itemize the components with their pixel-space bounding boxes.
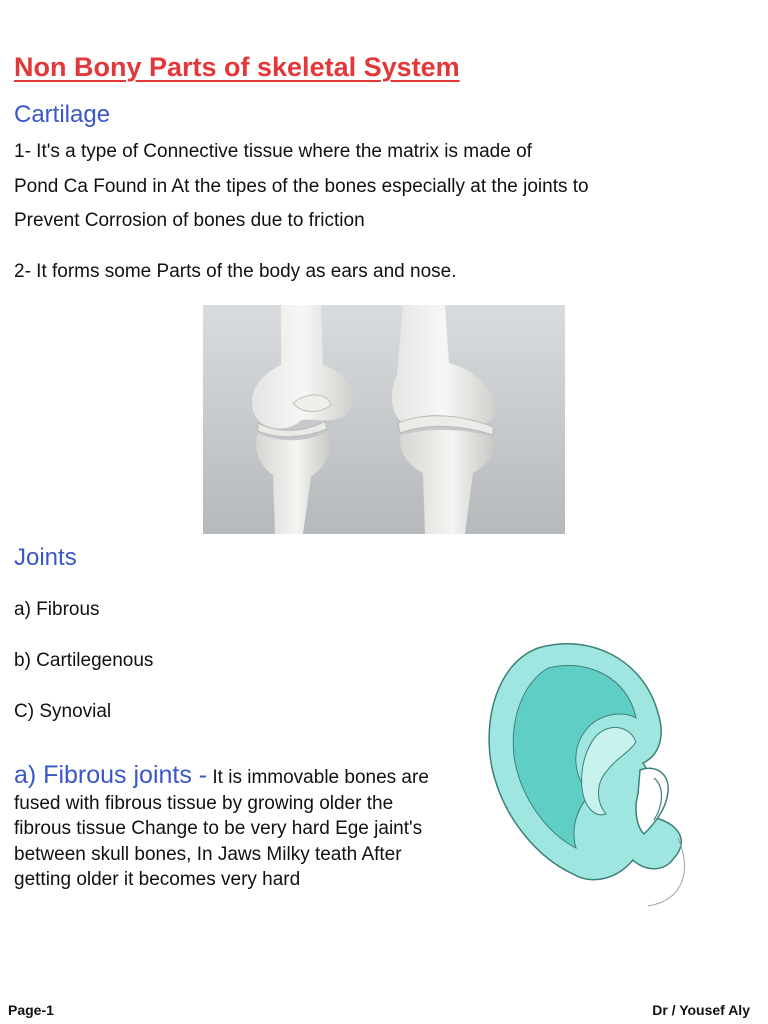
joint-type-cartilaginous: b) Cartilegenous (14, 650, 154, 671)
cartilage-point-1-line: Pond Ca Found in At the tipes of the bones especially at the joints to (14, 175, 589, 197)
joint-type-synovial: C) Synovial (14, 701, 112, 722)
joints-heading: Joints (14, 544, 77, 571)
knee-joint-image (203, 305, 565, 534)
page-number: Page-1 (8, 1002, 54, 1018)
ear-cartilage-illustration (478, 638, 700, 908)
cartilage-point-1 (14, 135, 589, 239)
cartilage-point-1-line: Prevent Corrosion of bones due to friction (14, 210, 365, 231)
cartilage-heading: Cartilage (14, 101, 111, 128)
knee-joint-illustration (203, 305, 565, 534)
page-title: Non Bony Parts of skeletal System (14, 52, 460, 82)
cartilage-point-1-line: 1- It's a type of Connective tissue where the matrix is made of (14, 141, 532, 162)
joint-type-fibrous: a) Fibrous (14, 599, 100, 620)
fibrous-joints-paragraph (14, 763, 454, 893)
ear-cartilage-image (478, 638, 700, 908)
author-name: Dr / Yousef Aly (652, 1002, 750, 1018)
cartilage-point-2: 2- It forms some Parts of the body as ears and nose. (14, 261, 457, 282)
fibrous-joints-body: It is immovable bones are fused with fibrous tissue by growing older the fibrous tissue Change to be very hard Ege jaint's between skull bones, In Jaws Milky teath After getting older it becomes very hard (14, 767, 429, 890)
fibrous-joints-lead: a) Fibrous joints - (14, 761, 208, 789)
